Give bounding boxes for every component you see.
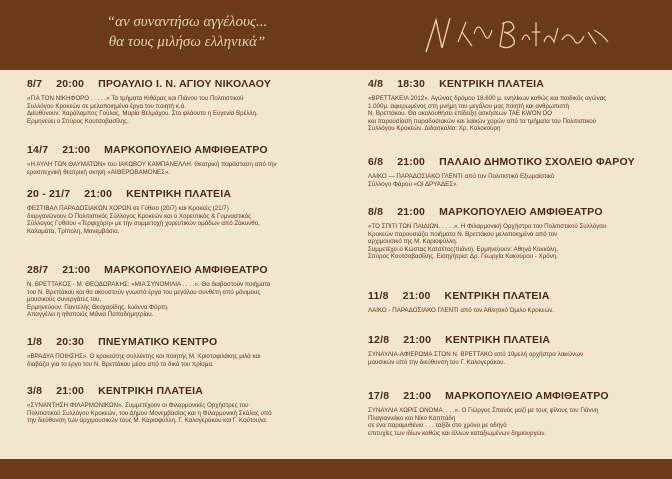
desc-line: Συμμετέχει ο Κώστας Κατσέτος(πιάνο). Ερμηνεύουν: Αθηνά Κοκκόλη, <box>368 245 559 253</box>
desc-line: «ΒΡΕΤΤΑΚΕΙΑ 2012». Αγώνας δρόμου 18.600 μ. ενηλίκων καθώς και παιδικός αγώνας <box>368 95 607 102</box>
desc-line: ερασιτεχνική θεατρική σκηνή «ΑΙΘΕΡΟΒΑΜΟΝΕΣ». <box>27 168 171 176</box>
desc-line: Σύλλογο Φάρου «ΟΙ ΔΡΥΑΔΕΣ» <box>368 180 457 188</box>
event-time: 21:00 <box>84 188 113 200</box>
desc-line: Ν. Βρεττάκου. Θα ακολουθήσει επίδειξη ασκήσεων TAE KWON DO <box>368 110 552 118</box>
event-header <box>27 188 327 200</box>
desc-line: «Η ΑΥΛΗ ΤΩΝ ΘΑΥΜΑΤΩΝ» του ΙΑΚΩΒΟΥ ΚΑΜΠΑΝΕΛΛΗ. Θεατρική παράσταση από την <box>27 161 277 168</box>
event-description <box>27 205 327 235</box>
event-venue: ΠΝΕΥΜΑΤΙΚΟ ΚΕΝΤΡΟ <box>98 336 218 348</box>
event-header <box>27 78 327 90</box>
desc-line: «ΓΙΑ ΤΟΝ ΝΙΚΗΦΟΡΟ . . . . .» Τα τμήματα Κιθάρας και Πιάνου του Πολιτιστικού <box>27 95 244 102</box>
event-date: 3/8 <box>27 385 43 397</box>
event-14-7 <box>27 144 327 176</box>
event-date: 12/8 <box>368 334 390 346</box>
desc-line: Σύλλογος Γυθείου «Τερψιχόρη» με την συμμετοχή χορευτικών ομάδων από Ζάκυνθο, <box>27 220 260 228</box>
event-11-8 <box>368 290 653 315</box>
quote-line-2: θα τους μιλήσω ελληνικά” <box>108 34 266 50</box>
event-6-8 <box>368 156 653 188</box>
event-description <box>368 407 653 437</box>
event-header <box>368 390 653 402</box>
desc-line: την διεύθυνση των αρχιμουσικών τους Μ. Καριοφύλλη, Γ. Καλογεράκου και Γ. Κούτουλα. <box>27 417 268 425</box>
desc-line: Απαγγέλει η ηθοποιός Μάνια Παπαδημητρίου. <box>27 311 154 319</box>
event-time: 20:00 <box>56 78 85 90</box>
event-venue: ΠΑΛΑΙΟ ΔΗΜΟΤΙΚΟ ΣΧΟΛΕΙΟ ΦΑΡΟΥ <box>439 156 635 168</box>
desc-line: μουσικών υπό την διεύθυνση του Γ. Καλογεράκου. <box>368 358 506 366</box>
event-venue: ΜΑΡΚΟΠΟΥΛΕΙΟ ΑΜΦΙΘΕΑΤΡΟ <box>104 144 268 156</box>
event-date: 8/7 <box>27 78 43 90</box>
desc-line: ΦΕΣΤΙΒΑΛ ΠΑΡΑΔΟΣΙΑΚΩΝ ΧΟΡΩΝ σε Γύθειο (20/7) και Κροκεές (21/7) <box>27 205 229 212</box>
event-description <box>27 402 327 425</box>
event-description <box>368 173 653 188</box>
event-time: 18:30 <box>397 78 426 90</box>
event-venue: ΜΑΡΚΟΠΟΥΛΕΙΟ ΑΜΦΙΘΕΑΤΡΟ <box>439 206 603 218</box>
event-date: 6/8 <box>368 156 384 168</box>
desc-line: αρχιμουσικό της Μ. Καριοφύλλη. <box>368 238 458 246</box>
desc-line: Κροκεών παρουσιάζει ποιήματα Ν. Βρεττάκου μελοποιημένα από τον <box>368 230 558 238</box>
event-8-8 <box>368 206 653 261</box>
desc-line: Ερμηνεύει ο Σπύρος Κουτσοβασίλης. <box>27 117 129 125</box>
event-date: 17/8 <box>368 390 390 402</box>
desc-line: ΣΥΝΑΥΛΙΑ ΧΩΡΙΣ ΟΝΟΜΑ. . . .». Ο Γιώργος Σπανός μαζί με τους φίλους του Γιάννη <box>368 407 599 414</box>
event-description <box>368 307 653 315</box>
desc-line: του Ν. Βρεττάκου και θα ακουστούν γνωστά έργα του μεγάλου συνθέτη από μόνιμους <box>27 288 261 296</box>
event-venue: ΚΕΝΤΡΙΚΗ ΠΛΑΤΕΙΑ <box>126 188 232 200</box>
desc-line: Πολιτιστικού Συλλόγου Κροκεών, του Δήμου Μονεμβασίας και η Φιλαρμονική Σκάλας υπό <box>27 409 272 417</box>
event-header <box>27 336 327 348</box>
event-venue: ΜΑΡΚΟΠΟΥΛΕΙΟ ΑΜΦΙΘΕΑΤΡΟ <box>445 390 609 402</box>
event-header <box>368 156 653 168</box>
desc-line: Σπύρος Κουτσοβασίλης. Εισηγήτρια: Δρ. Γεωργία Κακούρου - Χρόνη. <box>368 253 558 261</box>
quote-line-1: “αν συναντήσω αγγέλους... <box>106 14 268 30</box>
desc-line: Καλαμάτα, Τρίπολη, Μονεμβάσια. <box>27 227 120 235</box>
desc-line: Ερμηνεύουν: Παντελής Θεοχαρίδης, Ιωάννα Φόρτη. <box>27 303 169 311</box>
desc-line: Ν. ΒΡΕΤΤΑΚΟΣ - Μ. ΘΕΟΔΩΡΑΚΗΣ: «ΜΙΑ ΣΥΝΟΜΙΛΙΑ . . . .». Θα διαβαστούν ποιήματα <box>27 281 271 288</box>
event-header <box>368 334 653 346</box>
event-description <box>27 281 327 319</box>
desc-line: «ΒΡΑΔΥΑ ΠΟΙΗΣΗΣ». Ο κροκεάτης συλλέκτης και ποιητής Μ. Χριστοφιλάκης μιλά και <box>27 353 261 360</box>
desc-line: μουσικούς συνεργάτες του. <box>27 296 102 304</box>
event-17-8 <box>368 390 653 437</box>
event-header <box>27 144 327 156</box>
event-8-7 <box>27 78 327 125</box>
desc-line: σε ένα παραμυθένιο . . . ταξίδι στο χρόνο με οδηγό <box>368 422 507 430</box>
event-description <box>27 161 327 176</box>
event-venue: ΚΕΝΤΡΙΚΗ ΠΛΑΤΕΙΑ <box>444 290 550 302</box>
desc-line: Συλλόγου Κροκεών σε μελοποιημένα έργα του ποιητή κ.ά. <box>27 102 186 110</box>
event-3-8 <box>27 385 327 425</box>
event-venue: ΚΕΝΤΡΙΚΗ ΠΛΑΤΕΙΑ <box>98 385 204 397</box>
desc-line: ΣΥΝΑΥΛΙΑ-ΑΦΙΕΡΩΜΑ ΣΤΟΝ Ν. ΒΡΕΤΤΑΚΟ από 10μελή ορχήστρα λακώνων <box>368 351 584 358</box>
event-time: 21:00 <box>56 385 85 397</box>
event-time: 21:00 <box>402 290 431 302</box>
event-description <box>368 223 653 261</box>
footer-band <box>0 459 672 479</box>
event-date: 20 - 21/7 <box>27 188 71 200</box>
event-28-7 <box>27 264 327 319</box>
desc-line: «ΤΟ ΣΠΙΤΙ ΤΩΝ ΠΑΙΔΙΩΝ. . . . .». Η Φιλαρμονική Ορχήστρα του Πολιτιστικού Συλλόγου <box>368 223 607 230</box>
event-12-8 <box>368 334 653 366</box>
desc-line: επιτυχίες των ιδίων καθώς και άλλων καταξιωμένων δημιουργών. <box>368 429 547 437</box>
event-description <box>27 353 327 368</box>
event-header <box>368 206 653 218</box>
desc-line: ΛΑΪΚΟ — ΠΑΡΑΔΟΣΙΑΚΟ ΓΛΕΝΤΙ από τον Πολιτιστικό Εξωραϊστικό <box>368 173 555 180</box>
event-date: 14/7 <box>27 144 49 156</box>
event-header <box>27 264 327 276</box>
event-venue: ΜΑΡΚΟΠΟΥΛΕΙΟ ΑΜΦΙΘΕΑΤΡΟ <box>104 264 268 276</box>
event-time: 21:00 <box>397 206 426 218</box>
event-1-8 <box>27 336 327 368</box>
desc-line: διοργανώνουν Ο Πολιτιστικός Σύλλογος Κροκεών και ο Χορευτικός & Γυμναστικός <box>27 212 252 220</box>
desc-line: και παρουσίαση παραδοσιακών και λαϊκών χορών από τα τμήματα του Πολιτιστικού <box>368 117 597 125</box>
event-date: 1/8 <box>27 336 43 348</box>
event-time: 21:00 <box>62 264 91 276</box>
event-date: 11/8 <box>368 290 389 302</box>
event-description <box>368 351 653 366</box>
event-20-21-7 <box>27 188 327 235</box>
desc-line: Διευθύνουν: Χαράλαμπος Γούλας, Μαρία Βελμάχου. Στο φλάουτο η Ευγενία Βρέλλη. <box>27 110 258 118</box>
event-time: 21:00 <box>403 390 432 402</box>
event-header <box>368 78 653 90</box>
header-quote <box>62 12 312 52</box>
event-venue: ΠΡΟΑΥΛΙΟ Ι. Ν. ΑΓΙΟΥ ΝΙΚΟΛΑΟΥ <box>98 78 272 90</box>
event-description <box>27 95 327 125</box>
event-time: 21:00 <box>62 144 91 156</box>
desc-line: «ΣΥΝΑΝΤΗΣΗ ΦΙΛΑΡΜΟΝΙΚΩΝ». Συμμετέχουν οι Φιλαρμονικές Ορχήστρες του <box>27 402 249 409</box>
event-description <box>368 95 653 133</box>
event-4-8 <box>368 78 653 133</box>
event-header <box>27 385 327 397</box>
desc-line: Συλλόγου Κροκεών. Διδασκαλία: Χρ. Κολοκούρη <box>368 125 501 133</box>
signature-handwritten <box>418 12 618 58</box>
event-venue: ΚΕΝΤΡΙΚΗ ΠΛΑΤΕΙΑ <box>445 334 551 346</box>
event-time: 20:30 <box>56 336 85 348</box>
event-time: 21:00 <box>403 334 432 346</box>
desc-line: διαβάζει για το έργο του Ν. Βρεττάκου μέσα από το δικό του πρίσμα. <box>27 360 214 368</box>
desc-line: 1.000μ. αφιερωμένος στη μνήμη του μεγάλου μας ποιητή και ανθρωπιστή <box>368 102 570 110</box>
event-date: 8/8 <box>368 206 384 218</box>
header-banner <box>0 0 672 70</box>
event-time: 21:00 <box>397 156 426 168</box>
event-date: 4/8 <box>368 78 384 90</box>
event-header <box>368 290 653 302</box>
event-date: 28/7 <box>27 264 49 276</box>
desc-line: ΛΑΪΚΟ - ΠΑΡΑΔΟΣΙΑΚΟ ΓΛΕΝΤΙ από τον Αθλητικό Όμιλο Κροκεών. <box>368 307 555 314</box>
desc-line: Πλαγιαννάκο και Νίκο Καππάδη <box>368 414 456 422</box>
event-venue: ΚΕΝΤΡΙΚΗ ΠΛΑΤΕΙΑ <box>439 78 545 90</box>
